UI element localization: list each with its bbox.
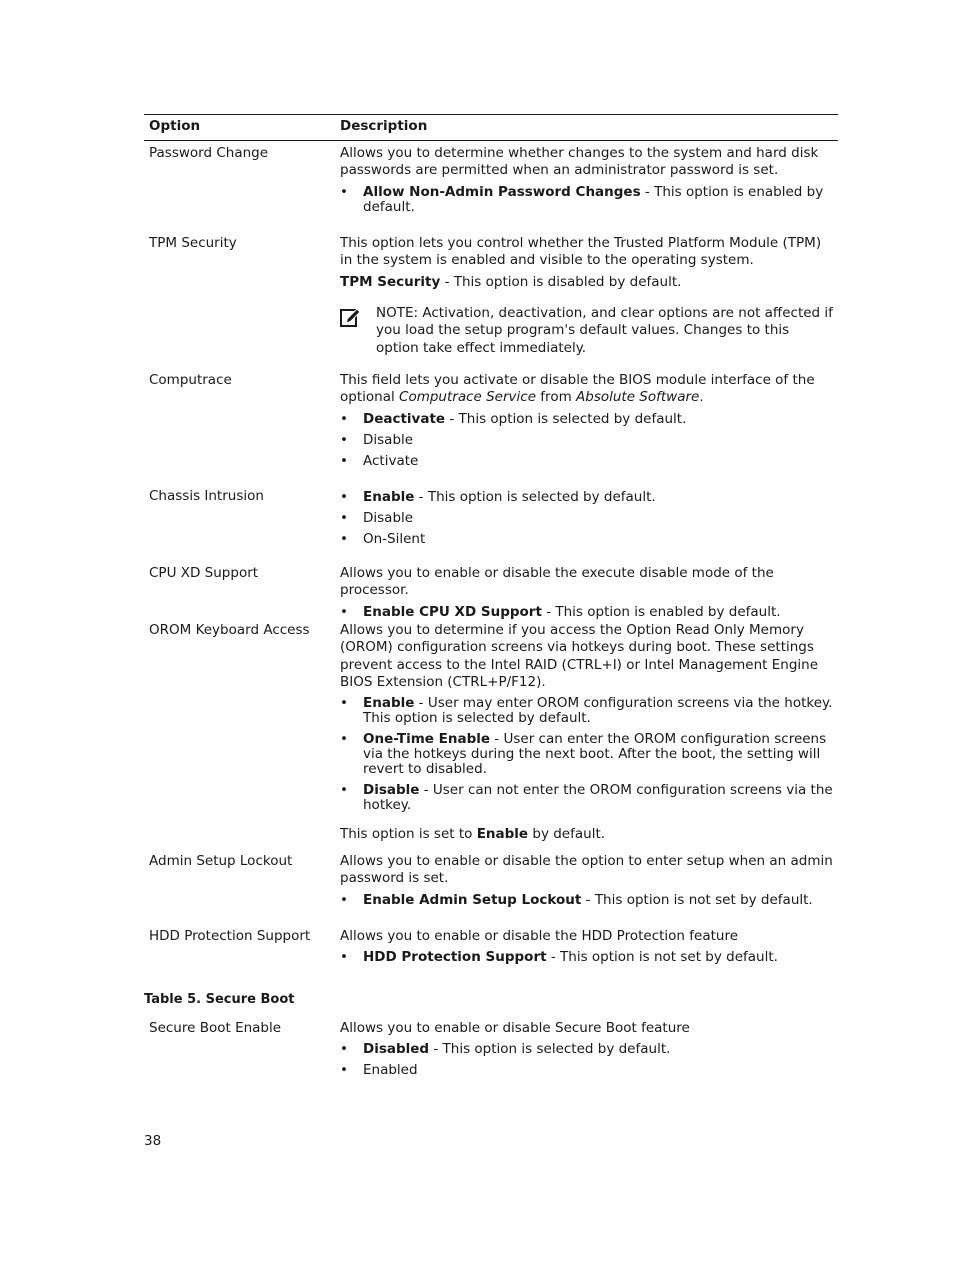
desc-text: Allows you to determine whether changes to the system and hard disk passwords are permitted when an administrator password is set.	[340, 145, 819, 179]
option-secure-boot-enable: Secure Boot Enable	[149, 1020, 282, 1036]
bullet-list	[340, 950, 836, 965]
pencil-note-icon	[340, 307, 362, 327]
column-header-description: Description	[340, 118, 428, 134]
list-item: • On-Silent	[340, 532, 836, 547]
list-item: • Disable	[340, 511, 836, 526]
option-password-change: Password Change	[149, 145, 269, 161]
desc-orom-keyboard-access	[340, 622, 836, 819]
list-item: • Enable - User may enter OROM configuration screens via the hotkey. This option is selected by default.	[340, 696, 836, 726]
list-item: • Disable - User can not enter the OROM configuration screens via the hotkey.	[340, 783, 836, 813]
option-computrace: Computrace	[149, 372, 232, 388]
table-caption: Table 5. Secure Boot	[144, 992, 295, 1007]
option-cpu-xd-support: CPU XD Support	[149, 565, 259, 581]
page-number: 38	[144, 1133, 162, 1149]
desc-computrace	[340, 372, 836, 475]
list-item: • HDD Protection Support - This option is not set by default.	[340, 950, 836, 965]
bullet-list	[340, 893, 836, 908]
desc-text: Allows you to enable or disable Secure Boot feature	[340, 1020, 690, 1036]
option-tpm-security: TPM Security	[149, 235, 237, 251]
option-admin-setup-lockout: Admin Setup Lockout	[149, 853, 293, 869]
desc-text: Allows you to enable or disable the option to enter setup when an admin password is set.	[340, 853, 833, 887]
bullet-list	[340, 696, 836, 813]
desc-text: Allows you to enable or disable the execute disable mode of the processor.	[340, 565, 774, 599]
desc-admin-setup-lockout	[340, 853, 836, 914]
desc-text: Allows you to determine if you access the Option Read Only Memory (OROM) configuration screens via hotkeys during boot. These settings prevent access to the Intel RAID (CTRL+I) or Intel Management Engine BIOS Extension (CTRL+P/F12).	[340, 622, 819, 690]
bullet-list	[340, 185, 836, 215]
list-item: • Disabled - This option is selected by default.	[340, 1042, 836, 1057]
list-item: • Enable - This option is selected by default.	[340, 490, 836, 505]
bullet-list	[340, 412, 836, 469]
list-item: • Enable Admin Setup Lockout - This option is not set by default.	[340, 893, 836, 908]
list-item: • Enable CPU XD Support - This option is enabled by default.	[340, 605, 840, 620]
option-chassis-intrusion: Chassis Intrusion	[149, 488, 264, 504]
list-item: • Activate	[340, 454, 836, 469]
bullet-list	[340, 1042, 836, 1078]
desc-orom-footer	[340, 826, 836, 843]
list-item: • Allow Non-Admin Password Changes - This option is enabled by default.	[340, 185, 836, 215]
desc-text: This field lets you activate or disable the BIOS module interface of the optional Computrace Service from Absolute Software.	[340, 372, 815, 406]
list-item: • One-Time Enable - User can enter the OROM configuration screens via the hotkeys during the next boot. After the boot, the setting will revert to disabled.	[340, 732, 836, 777]
list-item: • Enabled	[340, 1063, 836, 1078]
bullet-list	[340, 605, 840, 620]
desc-hdd-protection-support	[340, 928, 836, 971]
desc-text: Allows you to enable or disable the HDD Protection feature	[340, 928, 739, 944]
list-item: • Deactivate - This option is selected by default.	[340, 412, 836, 427]
option-orom-keyboard-access: OROM Keyboard Access	[149, 622, 310, 638]
note-text: NOTE: Activation, deactivation, and clear options are not affected if you load the setup program's default values. Changes to this option take effect immediately.	[376, 305, 833, 356]
desc-chassis-intrusion	[340, 490, 836, 553]
desc-cpu-xd-support	[340, 565, 840, 626]
bullet-list	[340, 490, 836, 547]
desc-text: This option is set to Enable by default.	[340, 826, 606, 842]
column-header-option: Option	[149, 118, 201, 134]
table-header-rule	[144, 140, 838, 141]
list-item: • Disable	[340, 433, 836, 448]
desc-secure-boot-enable	[340, 1020, 836, 1084]
option-hdd-protection-support: HDD Protection Support	[149, 928, 311, 944]
desc-text: This option lets you control whether the Trusted Platform Module (TPM) in the system is enabled and visible to the operating system.	[340, 235, 822, 269]
desc-tpm-security	[340, 235, 836, 291]
desc-password-change	[340, 145, 836, 221]
desc-bold-line: TPM Security - This option is disabled by default.	[340, 273, 682, 290]
table-top-rule	[144, 114, 838, 115]
